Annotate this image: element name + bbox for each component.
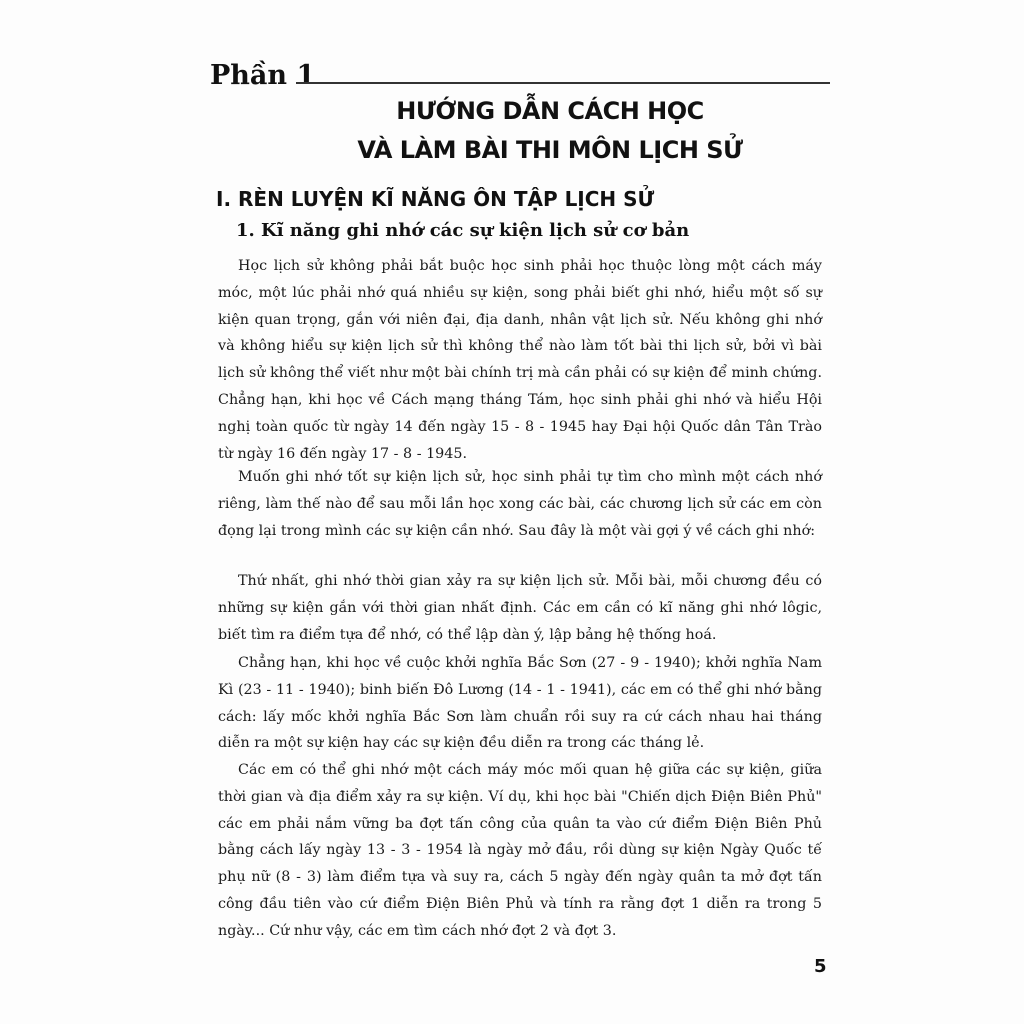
chapter-title-line-1: HƯỚNG DẪN CÁCH HỌC: [396, 97, 704, 125]
part-header: [210, 60, 830, 100]
paragraph: Chẳng hạn, khi học về cuộc khởi nghĩa Bắc Sơn (27 - 9 - 1940); khởi nghĩa Nam Kì (23 - 11 - 1940); binh biến Đô Lương (14 - 1 - 1941), các em có thể ghi nhớ bằng cách: lấy mốc khởi nghĩa Bắc Sơn làm chuẩn rồi suy ra cứ cách nhau hai tháng diễn ra một sự kiện hay các sự kiện đều diễn ra trong các tháng lẻ.: [218, 655, 822, 752]
chapter-title-line-2: VÀ LÀM BÀI THI MÔN LỊCH SỬ: [357, 136, 743, 164]
page-number: 5: [814, 956, 827, 977]
paragraph: Các em có thể ghi nhớ một cách máy móc mối quan hệ giữa các sự kiện, giữa thời gian và địa điểm xảy ra sự kiện. Ví dụ, khi học bài "Chiến dịch Điện Biên Phủ" các em phải nắm vững ba đợt tấn công của quân ta vào cứ điểm Điện Biên Phủ bằng cách lấy ngày 13 - 3 - 1954 là ngày mở đầu, rồi dùng sự kiện Ngày Quốc tế phụ nữ (8 - 3) làm điểm tựa và suy ra, cách 5 ngày đến ngày quân ta mở đợt tấn công đầu tiên vào cứ điểm Điện Biên Phủ và tính ra rằng đợt 1 diễn ra trong 5 ngày... Cứ như vậy, các em tìm cách nhớ đợt 2 và đợt 3.: [218, 762, 822, 939]
section-heading: I. RÈN LUYỆN KĨ NĂNG ÔN TẬP LỊCH SỬ: [216, 187, 655, 211]
paragraph: Thứ nhất, ghi nhớ thời gian xảy ra sự kiện lịch sử. Mỗi bài, mỗi chương đều có những sự kiện gắn với thời gian nhất định. Các em cần có kĩ năng ghi nhớ lôgic, biết tìm ra điểm tựa để nhớ, có thể lập dàn ý, lập bảng hệ thống hoá.: [218, 573, 822, 643]
paragraph: Muốn ghi nhớ tốt sự kiện lịch sử, học sinh phải tự tìm cho mình một cách nhớ riêng, làm thế nào để sau mỗi lần học xong các bài, các chương lịch sử các em còn đọng lại trong mình các sự kiện cần nhớ. Sau đây là một vài gợi ý về cách ghi nhớ:: [218, 469, 822, 539]
paragraph: Học lịch sử không phải bắt buộc học sinh phải học thuộc lòng một cách máy móc, một lúc phải nhớ quá nhiều sự kiện, song phải biết ghi nhớ, hiểu một số sự kiện quan trọng, gắn với niên đại, địa danh, nhân vật lịch sử. Nếu không ghi nhớ và không hiểu sự kiện lịch sử thì không thể nào làm tốt bài thi lịch sử, bởi vì bài lịch sử không thể viết như một bài chính trị mà cần phải có sự kiện để minh chứng. Chẳng hạn, khi học về Cách mạng tháng Tám, học sinh phải ghi nhớ và hiểu Hội nghị toàn quốc từ ngày 14 đến ngày 15 - 8 - 1945 hay Đại hội Quốc dân Tân Trào từ ngày 16 đến ngày 17 - 8 - 1945.: [218, 258, 822, 462]
part-divider-line: [296, 82, 830, 84]
part-label: Phần 1: [210, 60, 316, 91]
subsection-heading: 1. Kĩ năng ghi nhớ các sự kiện lịch sử cơ bản: [236, 220, 690, 241]
